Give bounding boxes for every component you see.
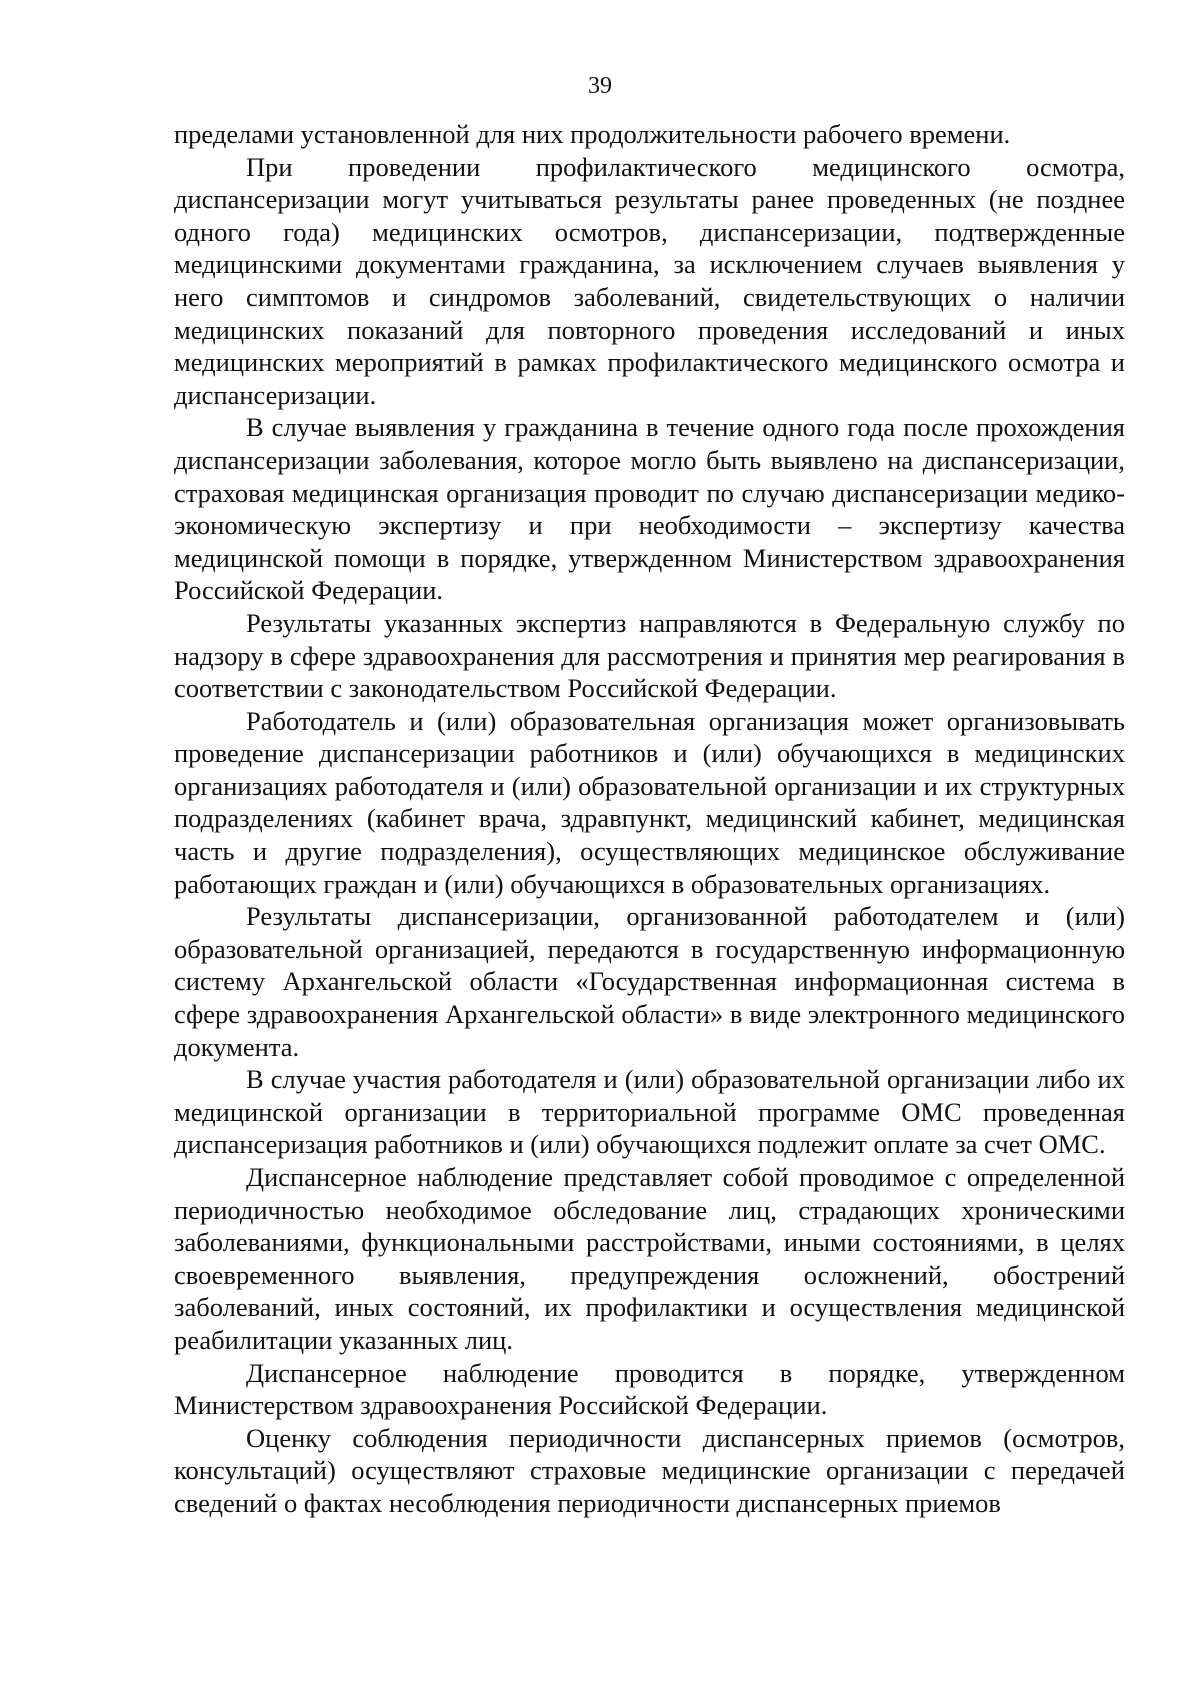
page-number: 39 [588, 73, 612, 99]
paragraph-disease-detection: В случае выявления у гражданина в течение одного года после прохождения диспансеризации заболевания, которое могло быть выявлено на диспансеризации, страховая медицинская организация проводит по случаю диспансеризации медико-экономическую экспертизу и при необходимости – экспертизу качества медицинской помощи в порядке, утвержденном Министерством здравоохранения Российской Федерации. [174, 412, 1125, 606]
paragraph-dispensary-observation-order: Диспансерное наблюдение проводится в порядке, утвержденном Министерством здравоохранения Российской Федерации. [174, 1357, 1125, 1421]
paragraph-results-transfer: Результаты диспансеризации, организованной работодателем и (или) образовательной организацией, передаются в государственную информационную систему Архангельской области «Государственная информационная система в сфере здравоохранения Архангельской области» в виде электронного медицинского документа. [174, 901, 1125, 1062]
paragraph-periodicity-assessment: Оценку соблюдения периодичности диспансерных приемов (осмотров, консультаций) осуществляют страховые медицинские организации с передачей сведений о фактах несоблюдения периодичности диспансерных приемов [174, 1422, 1125, 1518]
paragraph-employer-organization: Работодатель и (или) образовательная организация может организовывать проведение диспансеризации работников и (или) обучающихся в медицинских организациях работодателя и (или) образовательной организации и их структурных подразделениях (кабинет врача, здравпункт, медицинский кабинет, медицинская часть и другие подразделения), осуществляющих медицинское обслуживание работающих граждан и (или) обучающихся в образовательных организациях. [174, 705, 1125, 899]
paragraph-dispensary-observation-definition: Диспансерное наблюдение представляет собой проводимое с определенной периодичностью необходимое обследование лиц, страдающих хроническими заболеваниями, функциональными расстройствами, иными состояниями, в целях своевременного выявления, предупреждения осложнений, обострений заболеваний, иных состояний, их профилактики и осуществления медицинской реабилитации указанных лиц. [174, 1162, 1125, 1355]
paragraph-previous-results: При проведении профилактического медицинского осмотра, диспансеризации могут учитываться результаты ранее проведенных (не позднее одного года) медицинских осмотров, диспансеризации, подтвержденные медицинскими документами гражданина, за исключением случаев выявления у него симптомов и синдромов заболеваний, свидетельствующих о наличии медицинских показаний для повторного проведения исследований и иных медицинских мероприятий в рамках профилактического медицинского осмотра и диспансеризации. [174, 151, 1125, 410]
document-body [174, 118, 1125, 1520]
paragraph-continuation: пределами установленной для них продолжительности рабочего времени. [174, 119, 1011, 149]
paragraph-expertise-results: Результаты указанных экспертиз направляются в Федеральную службу по надзору в сфере здравоохранения для рассмотрения и принятия мер реагирования в соответствии с законодательством Российской Федерации. [174, 607, 1125, 704]
paragraph-oms-payment: В случае участия работодателя и (или) образовательной организации либо их медицинской организации в территориальной программе ОМС проведенная диспансеризация работников и (или) обучающихся подлежит оплате за счет ОМС. [174, 1064, 1125, 1160]
